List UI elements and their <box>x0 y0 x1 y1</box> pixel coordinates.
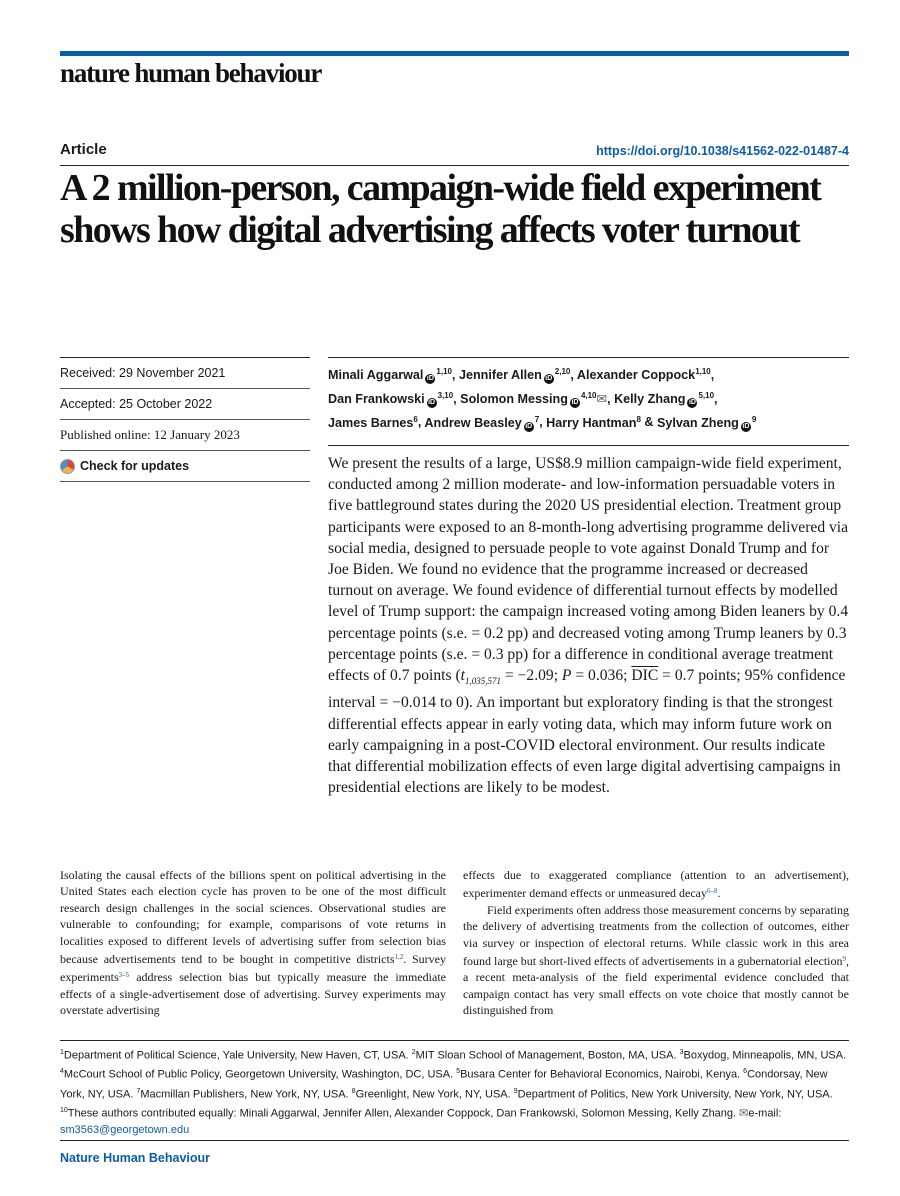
affiliation: Busara Center for Behavioral Economics, Nairobi, Kenya. <box>460 1068 744 1081</box>
affiliation: These authors contributed equally: Minali Aggarwal, Jennifer Allen, Alexander Coppock, Dan Frankowski, Solomon Messing, Kelly Zhang. <box>67 1107 740 1120</box>
orcid-icon[interactable]: iD <box>428 398 436 406</box>
author[interactable] <box>657 416 756 430</box>
body-paragraph <box>463 902 849 1019</box>
published-date <box>60 419 310 450</box>
affiliation-number: 10 <box>60 1106 68 1114</box>
title-rule <box>60 165 849 166</box>
orcid-icon[interactable]: iD <box>571 398 579 406</box>
check-for-updates-button[interactable] <box>60 450 310 482</box>
orcid-icon[interactable]: iD <box>426 375 434 383</box>
affiliation-number: 2 <box>411 1049 416 1056</box>
author-affiliation-sup: 7 <box>534 414 540 424</box>
author-name: Dan Frankowski <box>328 391 425 406</box>
abstract-rule <box>328 445 849 446</box>
email-link[interactable]: sm3563@georgetown.edu <box>60 1124 190 1136</box>
abstract-t-symbol: t <box>460 667 466 685</box>
published-text: Published online: 12 January 2023 <box>60 427 240 442</box>
abstract-text-3: = 0.036; <box>571 667 632 685</box>
author[interactable] <box>459 368 570 382</box>
body-left-column <box>60 867 446 1019</box>
author-affiliation-sup: 3,10 <box>437 390 454 400</box>
received-date: Received: 29 November 2021 <box>60 357 310 388</box>
envelope-icon: ✉ <box>739 1107 749 1120</box>
abstract-dic-symbol: $\overline{DIC}$ <box>631 667 659 685</box>
affiliation-number: 5 <box>456 1068 461 1076</box>
author-name: Harry Hantman <box>546 415 637 430</box>
author-affiliation-sup: 1,10 <box>695 367 711 376</box>
author-name: Minali Aggarwal <box>328 368 424 383</box>
journal-name: nature human behaviour <box>60 58 322 88</box>
affiliation-number: 4 <box>60 1068 64 1076</box>
abstract-text-2: = −2.09; <box>501 667 562 685</box>
reference-link[interactable]: 6–8 <box>707 887 718 896</box>
article-dates <box>60 357 310 482</box>
orcid-icon[interactable]: iD <box>525 422 533 430</box>
author[interactable] <box>328 368 452 382</box>
orcid-icon[interactable]: iD <box>742 422 750 430</box>
abstract-text-1: We present the results of a large, US$8.9 million campaign-wide field experiment, conducted among 2 million moderate- and low-information persuadable voters in five battleground states during the 2020 US presidential election. Treatment group participants were exposed to an 8-month-long advertising programme delivered via social media, designed to persuade people to vote against Donald Trump and for Joe Biden. We found no evidence that the programme increased or decreased turnout on average. We found evidence of differential turnout effects by modelled level of Trump support: the campaign increased voting among Biden leaners by 0.4 percentage points (s.e. = 0.2 pp) and decreased voting among Trump leaners by 0.3 percentage points (s.e. = 0.3 pp) for a difference in conditional average treatment effects of 0.7 points ( <box>328 455 849 685</box>
affiliation: Condorsay, New York, NY, USA. <box>60 1068 828 1101</box>
author[interactable] <box>577 368 711 382</box>
author-affiliation-sup: 1,10 <box>436 367 452 376</box>
author-affiliation-sup: 8 <box>636 414 641 424</box>
abstract-t-subscript: 1,035,571 <box>465 676 502 687</box>
affiliation: Boxydog, Minneapolis, MN, USA. <box>683 1049 847 1062</box>
affiliation-number: 3 <box>679 1049 684 1056</box>
footnote-rule <box>60 1040 849 1041</box>
author[interactable] <box>328 416 418 430</box>
orcid-icon[interactable]: iD <box>688 398 696 406</box>
author[interactable] <box>546 416 641 430</box>
abstract <box>328 453 849 798</box>
affiliation: Department of Political Science, Yale University, New Haven, CT, USA. <box>63 1049 412 1062</box>
footer-journal-name: Nature Human Behaviour <box>60 1151 211 1165</box>
author-list: Minali Aggarwal iD$^{1,10}$, Jennifer Allen iD$^{2,10}$, Alexander Coppock$^{1,10}$, Dan Frankowski iD$^{3,10}$, Solomon Messing iD$^{4,10}$✉, Kelly Zhang iD$^{5,10}$, James Barnes$^6$, Andrew Beasley $iD^7$, Harry Hantman$^8$ & Sylvan Zheng $iD^9$ <box>328 367 757 430</box>
author-name: Solomon Messing <box>460 391 568 406</box>
body-text: . <box>717 886 721 901</box>
author-affiliation-sup: 5,10 <box>698 390 715 400</box>
authors-rule <box>328 357 849 358</box>
affiliation-number: 9 <box>513 1087 518 1095</box>
affiliation-number: 8 <box>351 1087 356 1095</box>
check-updates-label: Check for updates <box>80 459 190 473</box>
author[interactable] <box>328 392 453 406</box>
body-text: , a recent meta-analysis of the field experimental evidence concluded that campaign contact has very small effects on vote choice that mostly cannot be distinguished from <box>463 954 849 1018</box>
author-affiliation-sup: 4,10 <box>580 390 597 400</box>
body-text: Field experiments often address those measurement concerns by separating the delivery of advertising treatments from the collection of outcomes, either via survey or inspection of electoral returns. While classic work in this area found large but short-lived effects of advertisements in a gubernatorial election <box>463 902 849 969</box>
author-name: James Barnes <box>328 415 414 430</box>
orcid-icon[interactable]: iD <box>545 375 553 383</box>
body-text: . Survey experiments <box>60 952 447 985</box>
body-text: effects due to exaggerated compliance (attention to an advertisement), experimenter demand effects or unmeasured decay <box>463 868 849 901</box>
article-type: Article <box>60 141 107 158</box>
author-name: Alexander Coppock <box>576 368 696 383</box>
author[interactable] <box>424 416 539 430</box>
reference-link[interactable]: 3–5 <box>118 971 130 980</box>
accepted-date: Accepted: 25 October 2022 <box>60 388 310 419</box>
body-text: Isolating the causal effects of the billions spent on political advertising in the United States each election cycle has proven to be one of the most difficult research design challenges in the social sciences. Observational studies are vulnerable to confounding; for example, comparisons of vote returns in localities exposed to different levels of advertising suffer from selection bias because advertisements tend to be bought in competitive districts <box>60 868 446 967</box>
affiliation-number: 6 <box>743 1068 748 1076</box>
affiliation: Macmillan Publishers, New York, NY, USA. <box>140 1088 352 1101</box>
author-name: Kelly Zhang <box>614 391 686 406</box>
affiliation: MIT Sloan School of Management, Boston, MA, USA. <box>415 1049 680 1062</box>
body-paragraph <box>463 867 849 902</box>
email-label: e-mail: <box>748 1107 782 1120</box>
author-affiliation-sup: 2,10 <box>554 367 571 376</box>
author-affiliation-sup: 9 <box>751 414 757 424</box>
journal-top-bar <box>60 51 849 56</box>
affiliation-number: 1 <box>60 1049 64 1056</box>
author[interactable] <box>614 392 714 406</box>
affiliation-number: 7 <box>136 1087 141 1095</box>
abstract-text-4: = 0.7 points; 95% confidence interval = −0.014 to 0). An important but exploratory finding is that the strongest differential effects appear in early voting data, which may inform future work on early campaigning in a post-COVID electoral environment. Our results indicate that differential mobilization effects of even large digital advertising campaigns in presidential elections are likely to be modest. <box>328 667 846 797</box>
affiliations <box>60 1045 849 1139</box>
reference-link[interactable]: 9 <box>842 955 846 964</box>
affiliation: Department of Politics, New York University, New York, NY, USA. <box>517 1088 833 1101</box>
author-name: Andrew Beasley <box>424 415 522 430</box>
abstract-p-symbol: P <box>561 667 572 685</box>
author-name: Sylvan Zheng <box>657 415 739 430</box>
affiliation: McCourt School of Public Policy, Georgetown University, Washington, DC, USA. <box>63 1068 457 1081</box>
body-right-column <box>463 867 849 1019</box>
author[interactable] <box>460 392 607 406</box>
check-updates-icon <box>60 459 75 474</box>
envelope-icon[interactable]: ✉ <box>596 391 608 406</box>
body-text: address selection bias but typically measure the immediate effects of a single-advertisement dose of advertising. Survey experiments may overstate advertising <box>60 970 446 1018</box>
author-name: Jennifer Allen <box>458 368 542 383</box>
reference-link[interactable]: 1,2 <box>394 953 404 962</box>
doi-link[interactable]: https://doi.org/10.1038/s41562-022-01487-4 <box>596 144 849 158</box>
article-title: A 2 million-person, campaign-wide field experiment shows how digital advertising affects voter turnout <box>60 167 821 251</box>
footer-rule <box>60 1140 849 1141</box>
affiliation: Greenlight, New York, NY, USA. <box>355 1088 514 1101</box>
author-affiliation-sup: 6 <box>413 414 418 424</box>
